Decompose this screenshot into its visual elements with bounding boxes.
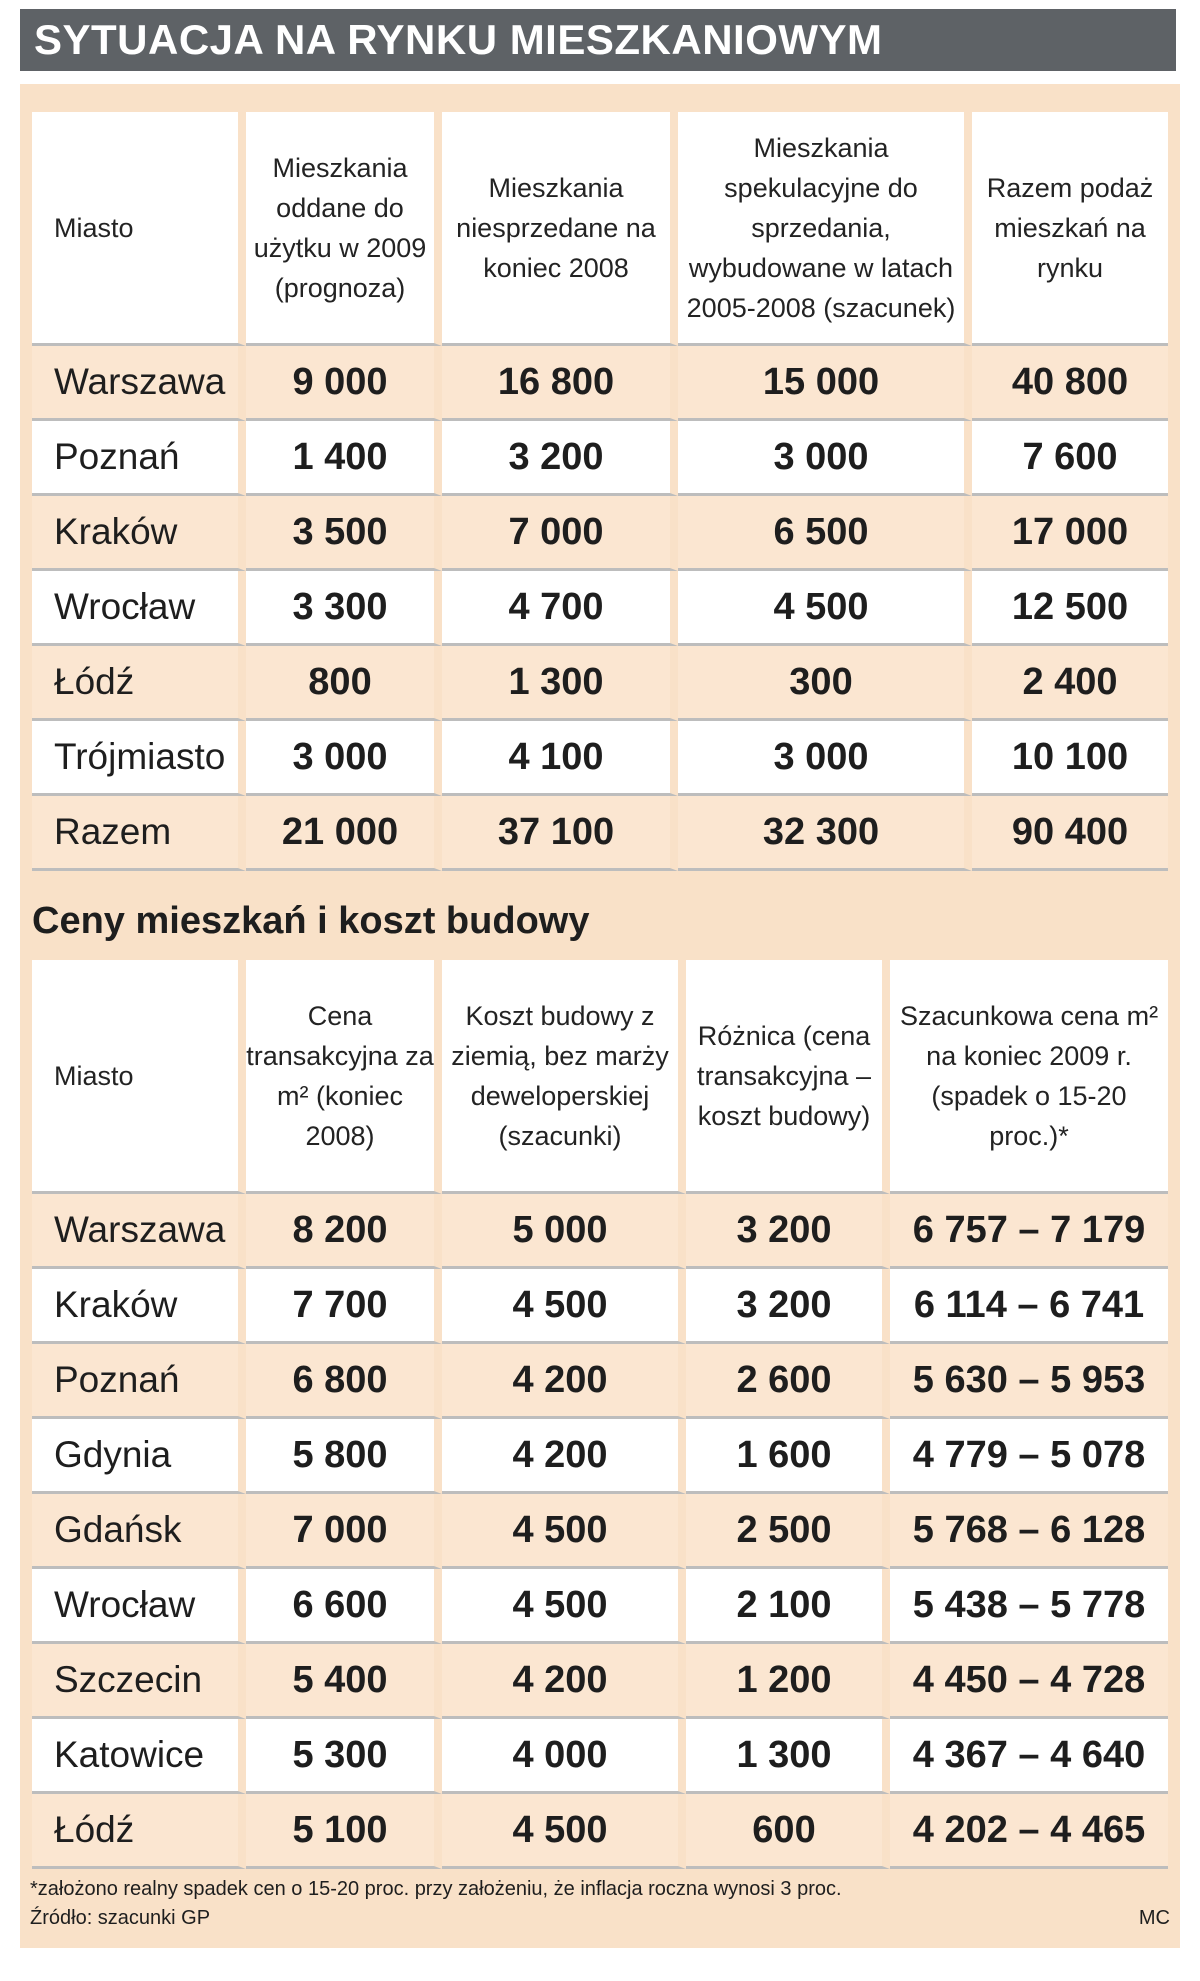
city-cell: Gdynia [32, 1419, 246, 1494]
column-header: Mieszkania spekulacyjne do sprzedania, wybudowane w latach 2005-2008 (szacunek) [678, 112, 972, 346]
source-note: Źródło: szacunki GP [30, 1907, 211, 1929]
value-cell: 4 367 – 4 640 [890, 1719, 1168, 1794]
value-cell: 5 800 [246, 1419, 442, 1494]
city-cell: Wrocław [32, 571, 246, 646]
value-cell: 12 500 [972, 571, 1168, 646]
table-row [32, 421, 1168, 496]
value-cell: 4 200 [442, 1344, 686, 1419]
value-cell: 7 700 [246, 1269, 442, 1344]
city-cell: Gdańsk [32, 1494, 246, 1569]
value-cell: 3 300 [246, 571, 442, 646]
prices-costs-table [32, 960, 1168, 1869]
table-row [32, 1569, 1168, 1644]
value-cell: 4 000 [442, 1719, 686, 1794]
value-cell: 5 630 – 5 953 [890, 1344, 1168, 1419]
column-header: Razem podaż mieszkań na rynku [972, 112, 1168, 346]
value-cell: 90 400 [972, 796, 1168, 871]
value-cell: 4 450 – 4 728 [890, 1644, 1168, 1719]
table-row [32, 796, 1168, 871]
value-cell: 16 800 [442, 346, 678, 421]
city-cell: Kraków [32, 1269, 246, 1344]
city-cell: Katowice [32, 1719, 246, 1794]
value-cell: 6 600 [246, 1569, 442, 1644]
city-cell: Kraków [32, 496, 246, 571]
value-cell: 4 500 [442, 1269, 686, 1344]
value-cell: 3 200 [686, 1194, 890, 1269]
value-cell: 5 438 – 5 778 [890, 1569, 1168, 1644]
value-cell: 3 000 [678, 721, 972, 796]
value-cell: 6 757 – 7 179 [890, 1194, 1168, 1269]
column-header: Mieszkania oddane do użytku w 2009 (prognoza) [246, 112, 442, 346]
value-cell: 5 100 [246, 1794, 442, 1869]
value-cell: 6 500 [678, 496, 972, 571]
value-cell: 7 000 [442, 496, 678, 571]
value-cell: 4 500 [442, 1794, 686, 1869]
value-cell: 1 300 [686, 1719, 890, 1794]
value-cell: 10 100 [972, 721, 1168, 796]
value-cell: 2 400 [972, 646, 1168, 721]
value-cell: 37 100 [442, 796, 678, 871]
column-header: Miasto [32, 112, 246, 346]
table-row [32, 1494, 1168, 1569]
table-row [32, 1794, 1168, 1869]
value-cell: 4 202 – 4 465 [890, 1794, 1168, 1869]
value-cell: 21 000 [246, 796, 442, 871]
footer [30, 1875, 1170, 1933]
table-row [32, 1419, 1168, 1494]
city-cell: Łódź [32, 1794, 246, 1869]
value-cell: 4 500 [442, 1494, 686, 1569]
city-cell: Szczecin [32, 1644, 246, 1719]
value-cell: 2 600 [686, 1344, 890, 1419]
city-cell: Trójmiasto [32, 721, 246, 796]
value-cell: 4 200 [442, 1644, 686, 1719]
value-cell: 4 779 – 5 078 [890, 1419, 1168, 1494]
value-cell: 3 500 [246, 496, 442, 571]
page-title: SYTUACJA NA RYNKU MIESZKANIOWYM [20, 9, 1176, 71]
value-cell: 7 600 [972, 421, 1168, 496]
city-cell: Poznań [32, 421, 246, 496]
city-cell: Razem [32, 796, 246, 871]
value-cell: 5 000 [442, 1194, 686, 1269]
table-row [32, 571, 1168, 646]
column-header: Mieszkania niesprzedane na koniec 2008 [442, 112, 678, 346]
value-cell: 4 200 [442, 1419, 686, 1494]
table-row [32, 1644, 1168, 1719]
value-cell: 17 000 [972, 496, 1168, 571]
table-row [32, 646, 1168, 721]
value-cell: 3 000 [678, 421, 972, 496]
value-cell: 5 400 [246, 1644, 442, 1719]
value-cell: 1 400 [246, 421, 442, 496]
value-cell: 800 [246, 646, 442, 721]
value-cell: 6 114 – 6 741 [890, 1269, 1168, 1344]
column-header: Szacunkowa cena m² na koniec 2009 r. (spadek o 15-20 proc.)* [890, 960, 1168, 1194]
value-cell: 4 500 [678, 571, 972, 646]
table-row [32, 1269, 1168, 1344]
city-cell: Warszawa [32, 1194, 246, 1269]
city-cell: Warszawa [32, 346, 246, 421]
column-header: Miasto [32, 960, 246, 1194]
column-header: Cena transakcyjna za m² (koniec 2008) [246, 960, 442, 1194]
table-header-row [32, 960, 1168, 1194]
value-cell: 300 [678, 646, 972, 721]
value-cell: 8 200 [246, 1194, 442, 1269]
value-cell: 9 000 [246, 346, 442, 421]
value-cell: 4 100 [442, 721, 678, 796]
value-cell: 1 300 [442, 646, 678, 721]
housing-supply-table [32, 112, 1168, 871]
value-cell: 6 800 [246, 1344, 442, 1419]
section-subtitle: Ceny mieszkań i koszt budowy [32, 900, 590, 942]
table-row [32, 1344, 1168, 1419]
city-cell: Wrocław [32, 1569, 246, 1644]
value-cell: 5 768 – 6 128 [890, 1494, 1168, 1569]
value-cell: 1 600 [686, 1419, 890, 1494]
footnote: *założono realny spadek cen o 15-20 proc. przy założeniu, że inflacja roczna wynosi 3 proc. [30, 1878, 842, 1900]
city-cell: Poznań [32, 1344, 246, 1419]
table-row [32, 496, 1168, 571]
table-row [32, 346, 1168, 421]
value-cell: 4 500 [442, 1569, 686, 1644]
value-cell: 2 100 [686, 1569, 890, 1644]
value-cell: 32 300 [678, 796, 972, 871]
value-cell: 1 200 [686, 1644, 890, 1719]
column-header: Różnica (cena transakcyjna – koszt budowy) [686, 960, 890, 1194]
value-cell: 15 000 [678, 346, 972, 421]
table-row [32, 1194, 1168, 1269]
author-initials: MC [1138, 1907, 1170, 1929]
value-cell: 3 000 [246, 721, 442, 796]
column-header: Koszt budowy z ziemią, bez marży deweloperskiej (szacunki) [442, 960, 686, 1194]
value-cell: 40 800 [972, 346, 1168, 421]
table-row [32, 721, 1168, 796]
value-cell: 5 300 [246, 1719, 442, 1794]
table-row [32, 1719, 1168, 1794]
table-header-row [32, 112, 1168, 346]
city-cell: Łódź [32, 646, 246, 721]
value-cell: 3 200 [442, 421, 678, 496]
value-cell: 4 700 [442, 571, 678, 646]
value-cell: 600 [686, 1794, 890, 1869]
value-cell: 2 500 [686, 1494, 890, 1569]
value-cell: 7 000 [246, 1494, 442, 1569]
value-cell: 3 200 [686, 1269, 890, 1344]
